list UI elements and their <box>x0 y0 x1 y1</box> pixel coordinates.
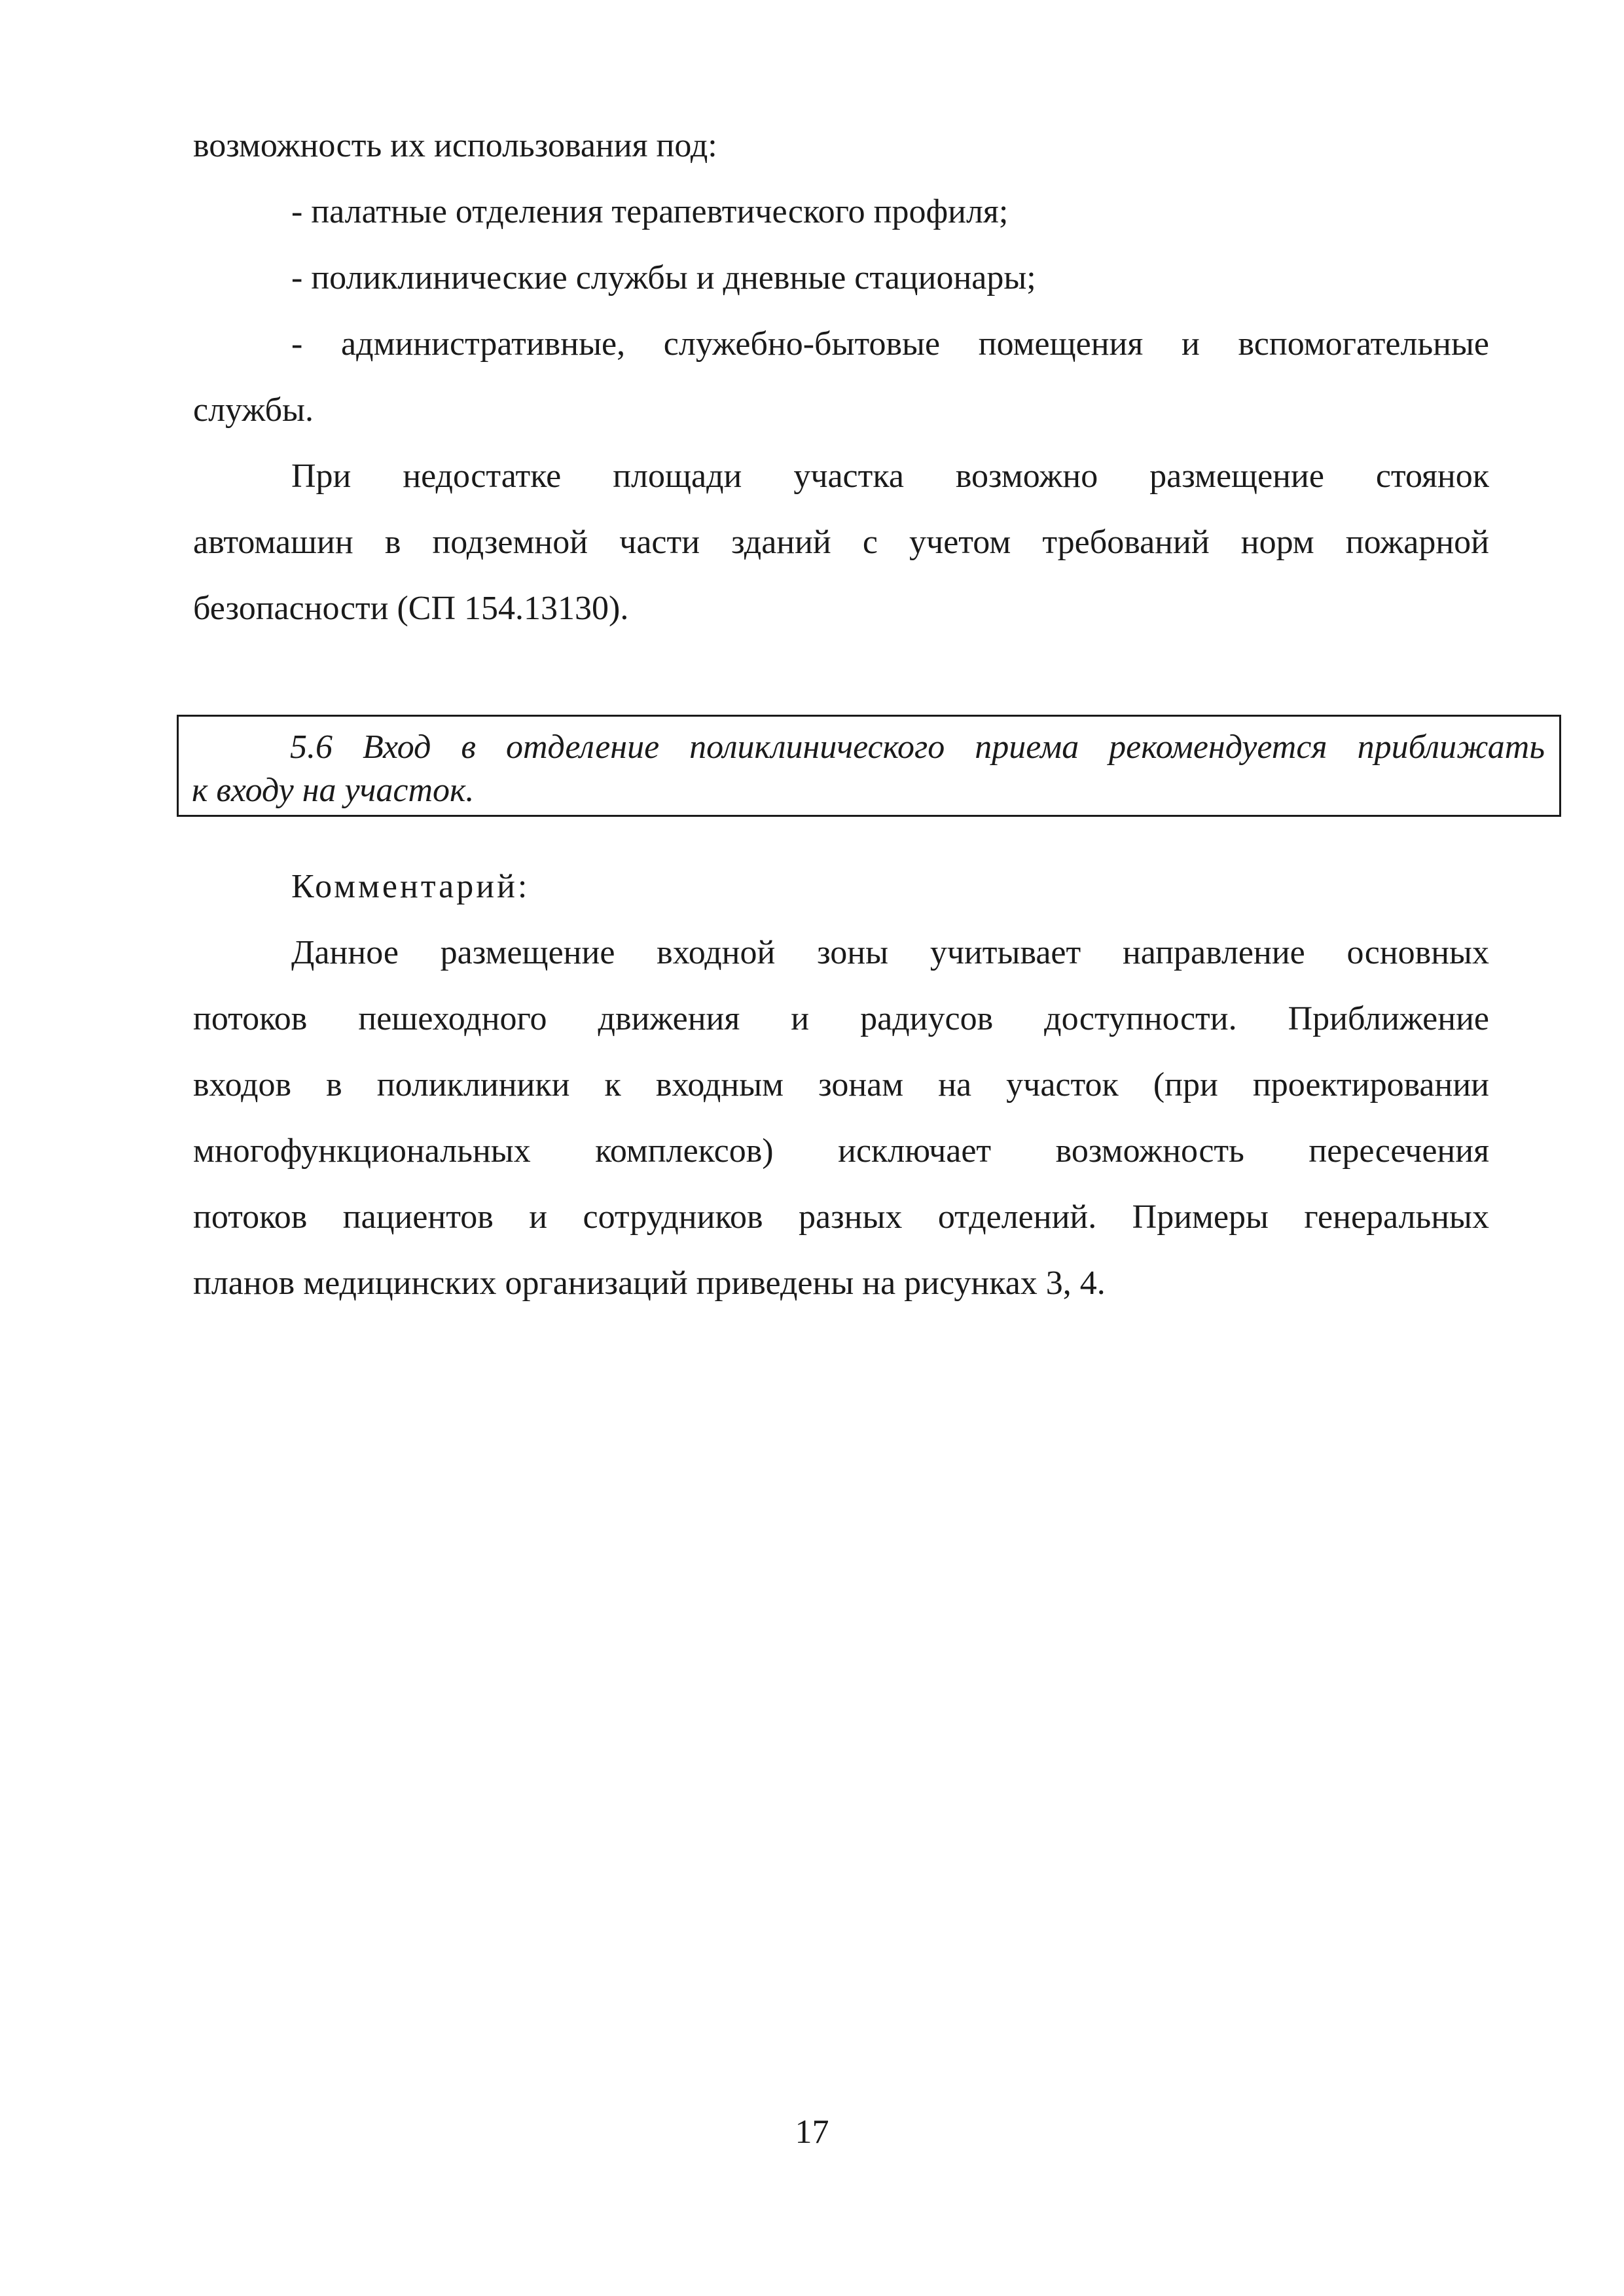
comment-heading: Комментарий: <box>291 868 530 905</box>
usage-item-admin-cont: службы. <box>193 391 314 429</box>
usage-item-polyclinic: - поликлинические службы и дневные стационары; <box>291 259 1036 296</box>
parking-paragraph <box>193 443 1489 641</box>
parking-line-3: безопасности (СП 154.13130). <box>193 590 629 627</box>
recommendation-text <box>192 726 1545 812</box>
page-number: 17 <box>795 2113 829 2151</box>
comment-line-6: планов медицинских организаций приведены на рисунках 3, 4. <box>193 1265 1106 1302</box>
parking-line-1: При недостатке площади участка возможно размещение стоянок <box>291 457 1489 495</box>
recommendation-line-1: 5.6 Вход в отделение поликлинического приема рекомендуется приближать <box>290 728 1545 766</box>
comment-line-2: потоков пешеходного движения и радиусов доступности. Приближение <box>193 1000 1489 1037</box>
usage-list <box>193 113 1489 443</box>
recommendation-box <box>177 715 1561 817</box>
parking-line-2: автомашин в подземной части зданий с учетом требований норм пожарной <box>193 524 1489 561</box>
comment-line-1: Данное размещение входной зоны учитывает направление основных <box>291 934 1489 971</box>
comment-paragraph <box>193 920 1489 1316</box>
usage-item-therapy: - палатные отделения терапевтического профиля; <box>291 193 1009 230</box>
comment-line-5: потоков пациентов и сотрудников разных отделений. Примеры генеральных <box>193 1198 1489 1236</box>
comment-line-4: многофункциональных комплексов) исключает возможность пересечения <box>193 1132 1489 1170</box>
recommendation-line-2: к входу на участок. <box>192 772 475 809</box>
usage-intro-line: возможность их использования под: <box>193 127 717 164</box>
comment-line-3: входов в поликлиники к входным зонам на участок (при проектировании <box>193 1066 1489 1103</box>
usage-item-admin: - административные, служебно-бытовые помещения и вспомогательные <box>291 325 1489 363</box>
